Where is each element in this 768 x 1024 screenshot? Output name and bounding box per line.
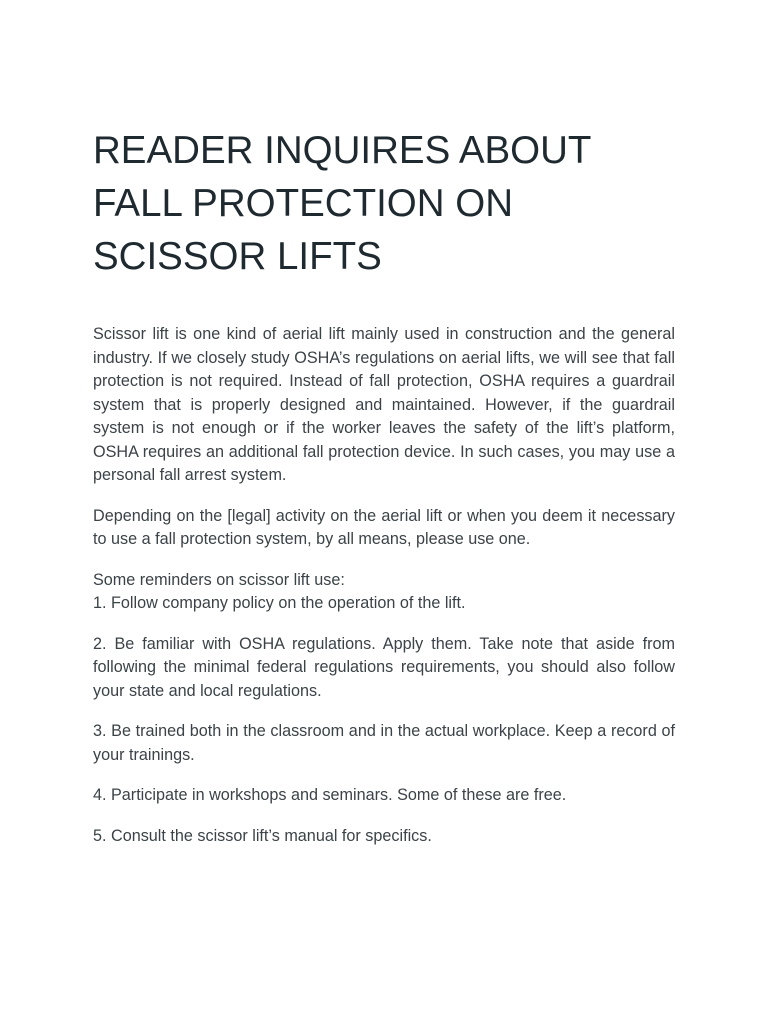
paragraph-intro: Scissor lift is one kind of aerial lift mainly used in construction and the general industry. If we closely study OSHA’s regulations on aerial lifts, we will see that fall protection is not required. Instead of fall protection, OSHA requires a guardrail system that is properly designed and maintained. However, if the guardrail system is not enough or if the worker leaves the safety of the lift’s platform, OSHA requires an additional fall protection device. In such cases, you may use a personal fall arrest system. <box>93 325 675 484</box>
reminder-item: 2. Be familiar with OSHA regulations. Apply them. Take note that aside from following the minimal federal regulations requirements, you should also follow your state and local regulations. <box>93 634 675 700</box>
reminder-item: 3. Be trained both in the classroom and in the actual workplace. Keep a record of your trainings. <box>93 722 675 764</box>
paragraph-usage: Depending on the [legal] activity on the aerial lift or when you deem it necessary to use a fall protection system, by all means, please use one. <box>93 506 675 548</box>
reminder-item: 1. Follow company policy on the operation of the lift. <box>93 594 466 612</box>
document-page <box>93 124 675 865</box>
reminders-intro: Some reminders on scissor lift use: <box>93 570 345 589</box>
reminder-item: 4. Participate in workshops and seminars. Some of these are free. <box>93 786 567 804</box>
reminders-block <box>93 569 675 616</box>
document-title: READER INQUIRES ABOUT FALL PROTECTION ON SCISSOR LIFTS <box>93 129 591 278</box>
reminder-item: 5. Consult the scissor lift’s manual for specifics. <box>93 826 432 845</box>
document-body <box>93 323 675 848</box>
